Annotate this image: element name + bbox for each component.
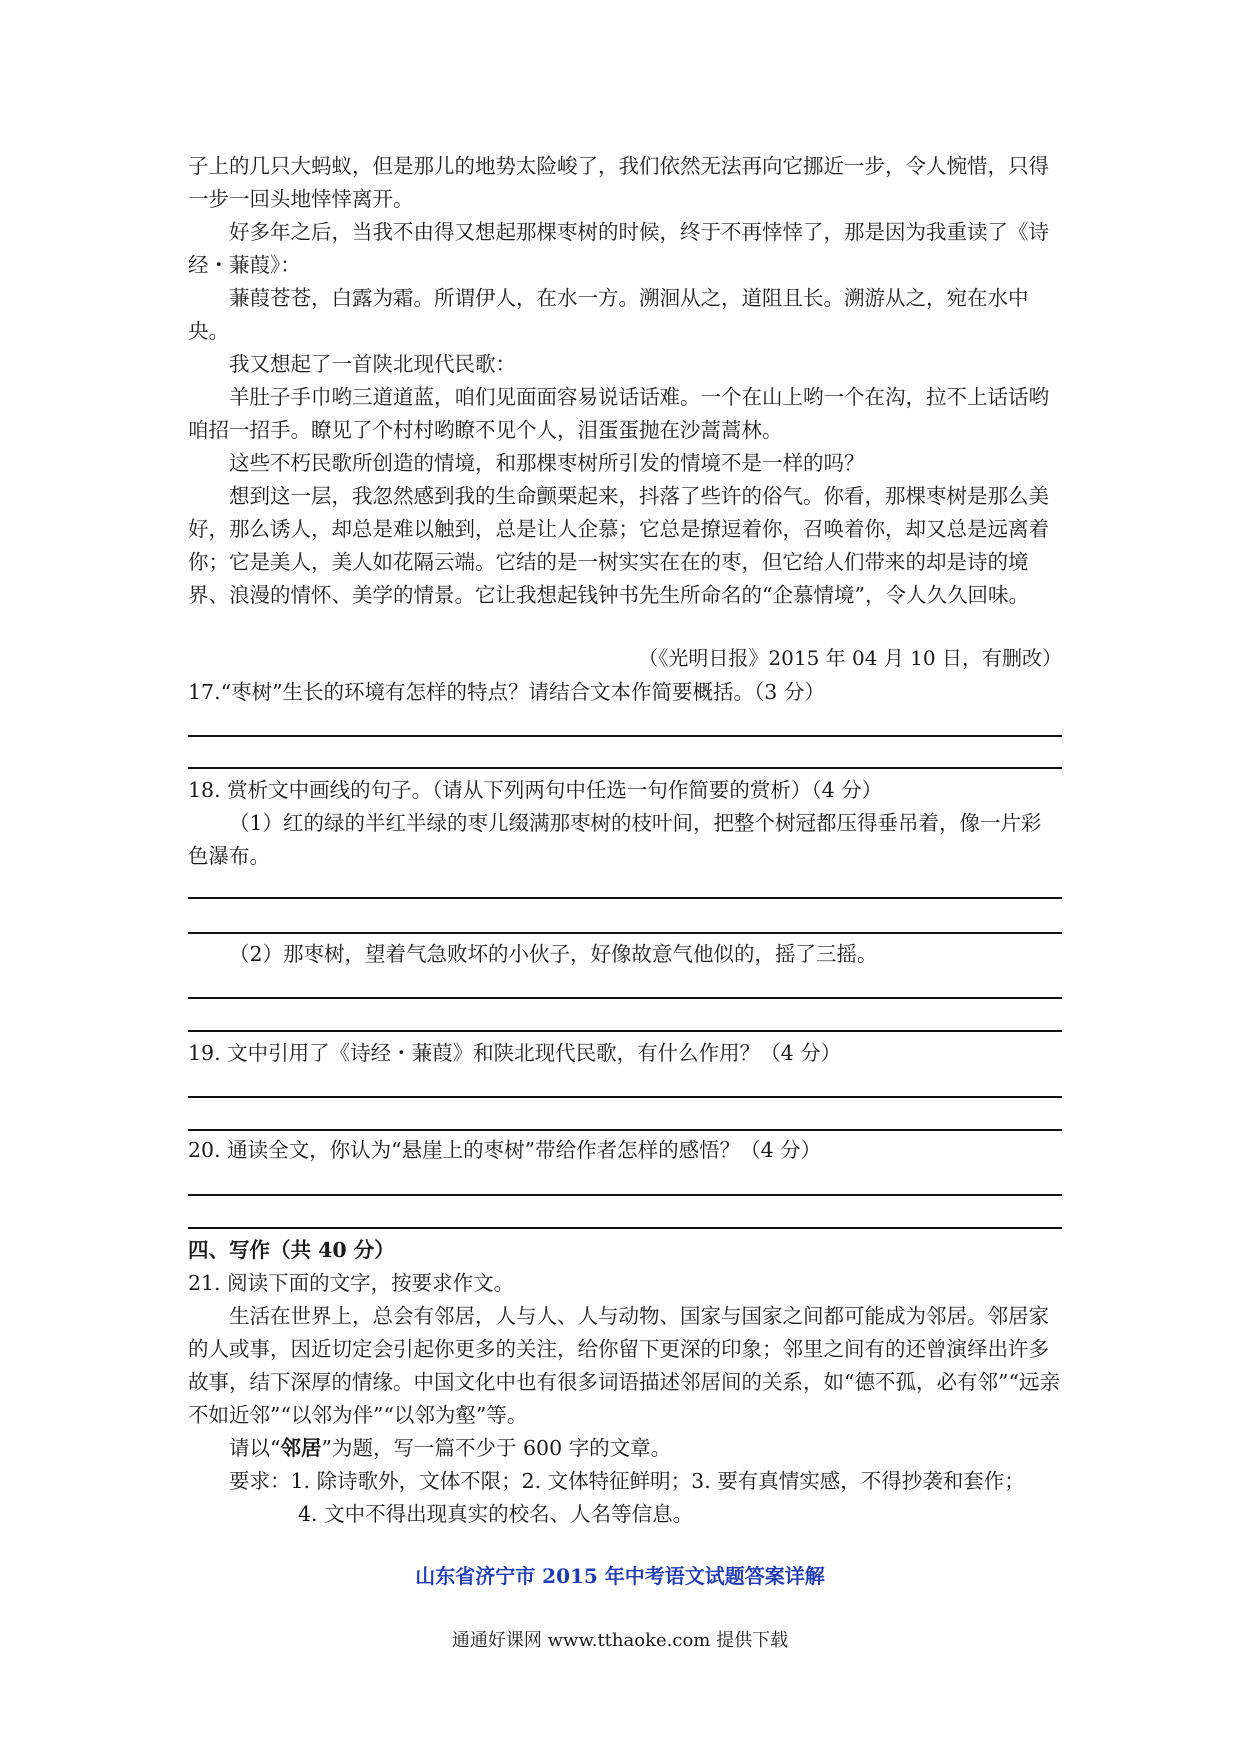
article-paragraph-1: 子上的几只大蚂蚁，但是那儿的地势太险峻了，我们依然无法再向它挪近一步，令人惋惜，只得一步一回头地悻悻离开。 [188,154,1049,211]
writing-requirements-1: 要求：1. 除诗歌外，文体不限；2. 文体特征鲜明；3. 要有真情实感，不得抄袭和套作； [229,1469,1025,1493]
folk-song-lyrics: 羊肚子手巾哟三道道蓝，咱们见面面容易说话话难。一个在山上哟一个在沟，拉不上话话哟咱招一招手。瞭见了个村村哟瞭不见个人，泪蛋蛋抛在沙蒿蒿林。 [188,385,1049,442]
topic-suffix: ”为题，写一篇不少于 600 字的文章。 [321,1436,672,1460]
answer-line[interactable] [188,997,1062,999]
article-paragraph-7: 想到这一层，我忽然感到我的生命颤栗起来，抖落了些许的俗气。你看，那棵枣树是那么美好，那么诱人，却总是难以触到，总是让人企慕；它总是撩逗着你，召唤着你，却又总是远离着你；它是美人，美人如花隔云端。它结的是一树实实在在的枣，但它给人们带来的却是诗的境界、浪漫的情怀、美学的情景。它让我想起钱钟书先生所命名的“企慕情境”，令人久久回味。 [188,484,1049,607]
answer-line[interactable] [188,1227,1062,1229]
question-17: 17.“枣树”生长的环境有怎样的特点？请结合文本作简要概括。（3 分） [188,680,825,704]
question-18-option-1: （1）红的绿的半红半绿的枣儿缀满那枣树的枝叶间，把整个树冠都压得垂吊着，像一片彩色瀑布。 [188,811,1042,868]
question-18: 18. 赏析文中画线的句子。（请从下列两句中任选一句作简要的赏析）（4 分） [188,778,883,802]
answer-line[interactable] [188,1194,1062,1196]
answer-line[interactable] [188,1129,1062,1131]
writing-topic [188,1432,1062,1465]
writing-prompt: 生活在世界上，总会有邻居，人与人、人与动物、国家与国家之间都可能成为邻居。邻居家的人或事，因近切定会引起你更多的关注，给你留下更深的印象；邻里之间有的还曾演绎出许多故事，结下深厚的情缘。中国文化中也有很多词语描述邻居间的关系，如“德不孤，必有邻”“远亲不如近邻”“以邻为伴”“以邻为壑”等。 [188,1304,1060,1427]
answer-line[interactable] [188,1030,1062,1032]
question-18-option-2: （2）那枣树，望着气急败坏的小伙子，好像故意气他似的，摇了三摇。 [229,942,878,966]
answer-line[interactable] [188,767,1062,769]
article-body [188,150,1062,612]
poem-jianjia: 蒹葭苍苍，白露为霜。所谓伊人，在水一方。溯洄从之，道阻且长。溯游从之，宛在水中央。 [188,286,1029,343]
answer-line[interactable] [188,897,1062,899]
answer-line[interactable] [188,735,1062,737]
question-20: 20. 通读全文，你认为“悬崖上的枣树”带给作者怎样的感悟？（4 分） [188,1138,822,1162]
question-19: 19. 文中引用了《诗经・蒹葭》和陕北现代民歌，有什么作用？（4 分） [188,1041,842,1065]
writing-requirements-2: 4. 文中不得出现真实的校名、人名等信息。 [298,1502,694,1526]
question-21: 21. 阅读下面的文字，按要求作文。 [188,1271,515,1295]
download-footer: 通通好课网 www.tthaoke.com 提供下载 [451,1630,789,1651]
article-paragraph-6: 这些不朽民歌所创造的情境，和那棵枣树所引发的情境不是一样的吗？ [229,451,865,475]
answer-line[interactable] [188,932,1062,934]
answer-line[interactable] [188,1096,1062,1098]
topic-word: 邻居 [280,1436,322,1460]
writing-section-heading: 四、写作（共 40 分） [188,1238,395,1262]
topic-prefix: 请以“ [229,1436,281,1460]
article-source: （《光明日报》2015 年 04 月 10 日，有删改） [638,646,1062,670]
article-paragraph-4: 我又想起了一首陕北现代民歌： [229,352,516,376]
article-paragraph-2: 好多年之后，当我不由得又想起那棵枣树的时候，终于不再悻悻了，那是因为我重读了《诗经・蒹葭》： [188,220,1049,277]
answer-key-title: 山东省济宁市 2015 年中考语文试题答案详解 [415,1564,825,1588]
